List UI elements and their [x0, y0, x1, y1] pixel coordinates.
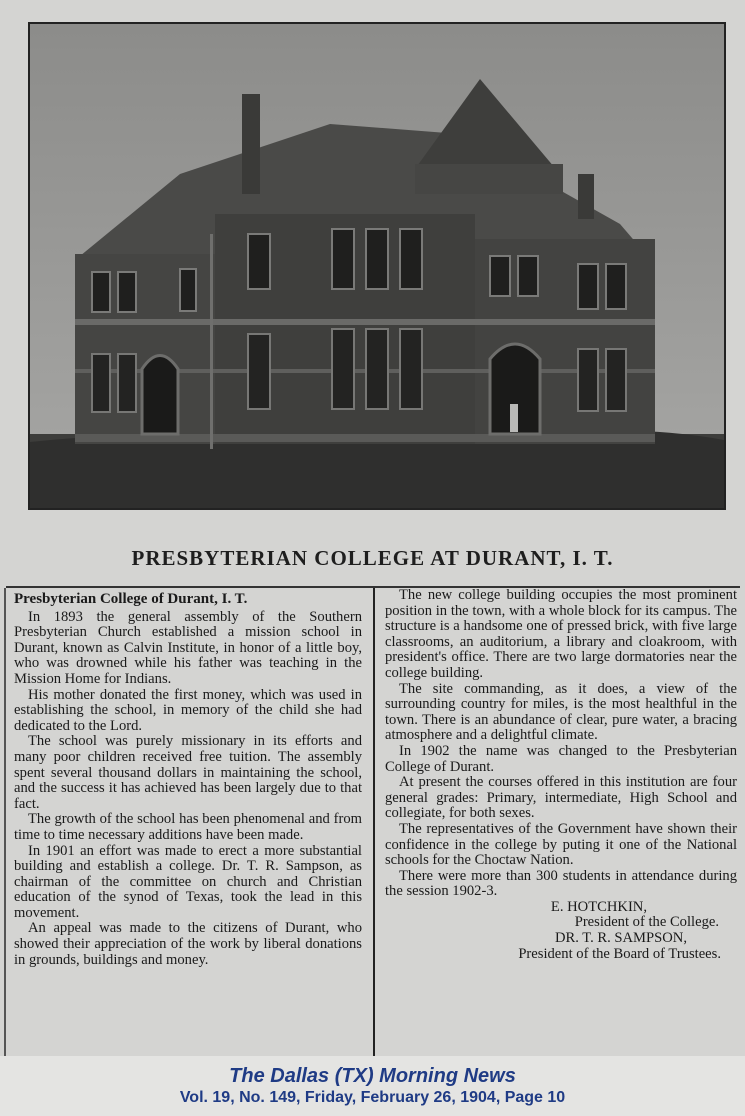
article-paragraph: In 1893 the general assembly of the Southern Presbyterian Church established a mission school in Durant, known as Calvin Institute, in honor of a little boy, who was drowned while his father was teaching in the Mission Home for Indians.	[14, 608, 362, 687]
college-building-photo	[28, 22, 726, 510]
article-column-left	[4, 588, 370, 1056]
issue-details: Vol. 19, No. 149, Friday, February 26, 1904, Page 10	[179, 1089, 566, 1106]
article-paragraph: At present the courses offered in this institution are four general grades: Primary, intermediate, High School and collegiate, for both sexes.	[385, 774, 737, 822]
publication-name: The Dallas (TX) Morning News	[229, 1065, 516, 1087]
article-paragraph: His mother donated the first money, which was used in establishing the school, in memory of the child she had dedicated to the Lord.	[14, 686, 362, 734]
article-column-right	[377, 588, 741, 962]
article-paragraph: An appeal was made to the citizens of Durant, who showed their appreciation of the work by liberal donations in grounds, buildings and money.	[14, 920, 362, 968]
article-paragraph: The site commanding, as it does, a view of the surrounding country for miles, is the most healthful in the town. There is an abundance of clear, pure water, a bracing atmosphere and a delightful climate.	[385, 680, 737, 744]
article-paragraph: The school was purely missionary in its efforts and many poor children received free tuition. The assembly spent several thousand dollars in maintaining the school, and the success it has achieved has been largely due to that fact.	[14, 733, 362, 812]
article-paragraph: The growth of the school has been phenomenal and from time to time necessary additions have been made.	[14, 811, 362, 843]
article-paragraph: In 1901 an effort was made to erect a more substantial building and establish a college. Dr. T. R. Sampson, as chairman of the committee on church and Christian education of the synod of Texas, took the lead in this movement.	[14, 842, 362, 921]
signature-name: DR. T. R. SAMPSON,	[554, 930, 687, 947]
source-footer	[0, 1056, 745, 1116]
article-paragraph: The representatives of the Government have shown their confidence in the college by puting it one of the National schools for the Choctaw Nation.	[385, 820, 737, 869]
signature-name: E. HOTCHKIN,	[550, 898, 647, 915]
column-divider	[373, 588, 375, 1056]
article-paragraph: The new college building occupies the most prominent position in the town, with a whole block for its campus. The structure is a handsome one of pressed brick, with five large classrooms, an auditorium, a library and cloakroom, with president's office. There are two large dormatories near the college building.	[385, 587, 737, 681]
article-paragraph: There were more than 300 students in attendance during the session 1902-3.	[385, 867, 737, 900]
signature-title: President of the College.	[574, 914, 719, 931]
article-paragraph: In 1902 the name was changed to the Presbyterian College of Durant.	[385, 742, 737, 775]
article-headline: Presbyterian College of Durant, I. T.	[14, 591, 248, 607]
signature-title: President of the Board of Trustees.	[518, 945, 721, 962]
photo-caption: PRESBYTERIAN COLLEGE AT DURANT, I. T.	[131, 546, 614, 570]
